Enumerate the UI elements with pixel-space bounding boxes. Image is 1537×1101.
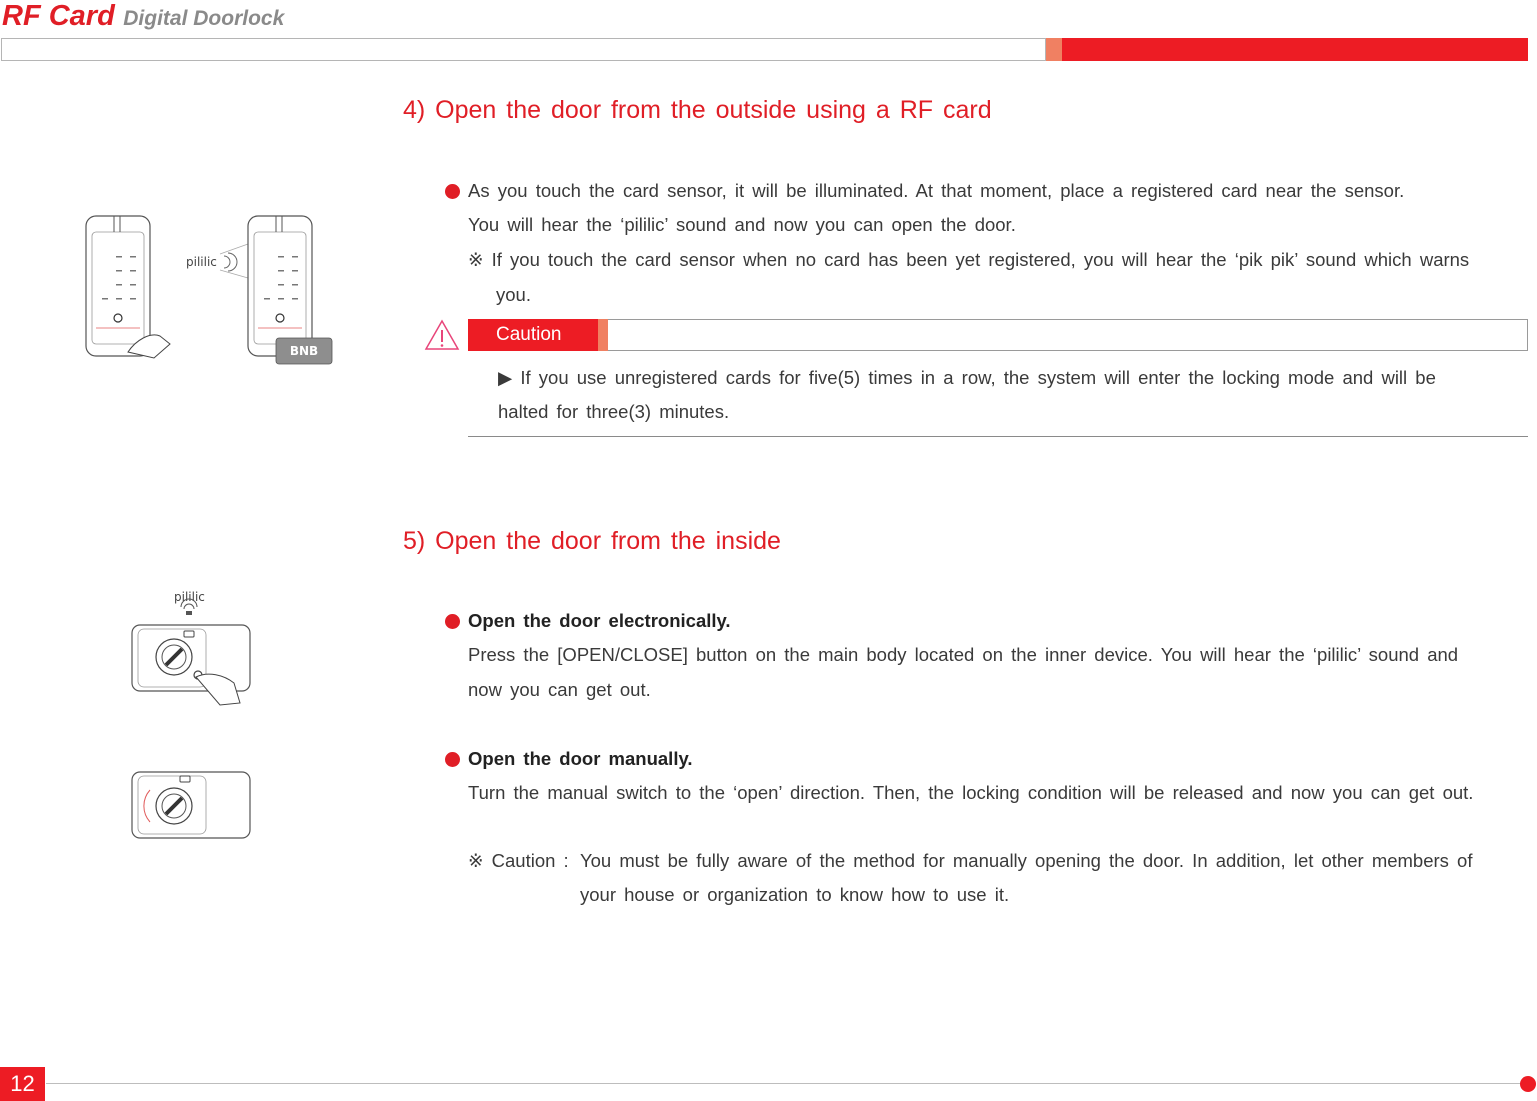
item-1-line-2: now you can get out. — [468, 679, 651, 700]
item-1-line-1: Press the [OPEN/CLOSE] button on the main body located on the inner device. You will hear the ‘pililic’ sound and — [468, 644, 1459, 665]
section-5-title: 5) Open the door from the inside — [403, 527, 781, 555]
bullet-icon — [445, 184, 460, 199]
caution-label: Caution — [468, 319, 598, 351]
sound-label: pililic — [174, 590, 205, 604]
card-logo: BNB — [289, 344, 319, 358]
caution-box — [468, 319, 1528, 351]
caution-divider — [468, 436, 1528, 437]
doorlock-outside-illustration — [80, 212, 340, 370]
footer-rule — [46, 1083, 1522, 1084]
section-4-line-2: You will hear the ‘pililic’ sound and now you can open the door. — [468, 214, 1016, 235]
bullet-icon — [445, 614, 460, 629]
header-bar-accent — [1046, 38, 1062, 61]
footer-dot-icon — [1520, 1076, 1536, 1092]
section-4-note-line-1: ※ If you touch the card sensor when no card has been yet registered, you will hear the ‘pik pik’ sound which warns — [468, 249, 1470, 270]
header-title: RF Card — [2, 0, 115, 32]
caution-label-accent — [598, 319, 608, 351]
caution-note-line-1: You must be fully aware of the method for manually opening the door. In addition, let other members of — [580, 850, 1473, 871]
caution-note-prefix: ※ Caution : — [468, 850, 569, 871]
item-1-heading: Open the door electronically. — [468, 610, 731, 631]
item-2-line-1: Turn the manual switch to the ‘open’ direction. Then, the locking condition will be released and now you can get out. — [468, 782, 1474, 803]
header-bar-red — [1062, 38, 1528, 61]
warning-triangle-icon — [424, 318, 460, 352]
inner-device-electronic-illustration — [128, 585, 258, 710]
page-number: 12 — [0, 1067, 45, 1101]
document-header-title — [2, 0, 284, 33]
caution-note-line-2: your house or organization to know how to use it. — [580, 884, 1010, 905]
bullet-icon — [445, 752, 460, 767]
section-4-note-line-2: you. — [496, 284, 531, 305]
section-4-title: 4) Open the door from the outside using a RF card — [403, 96, 992, 124]
caution-line-1: ▶ If you use unregistered cards for five(5) times in a row, the system will enter the locking mode and will be — [498, 367, 1436, 388]
inner-device-manual-illustration — [128, 766, 258, 842]
caution-line-2: halted for three(3) minutes. — [498, 401, 730, 422]
item-2-heading: Open the door manually. — [468, 748, 693, 769]
header-bar — [1, 38, 1046, 61]
header-subtitle: Digital Doorlock — [123, 7, 285, 30]
section-4-line-1: As you touch the card sensor, it will be illuminated. At that moment, place a registered card near the sensor. — [468, 180, 1405, 201]
sound-label: pililic — [186, 255, 217, 269]
